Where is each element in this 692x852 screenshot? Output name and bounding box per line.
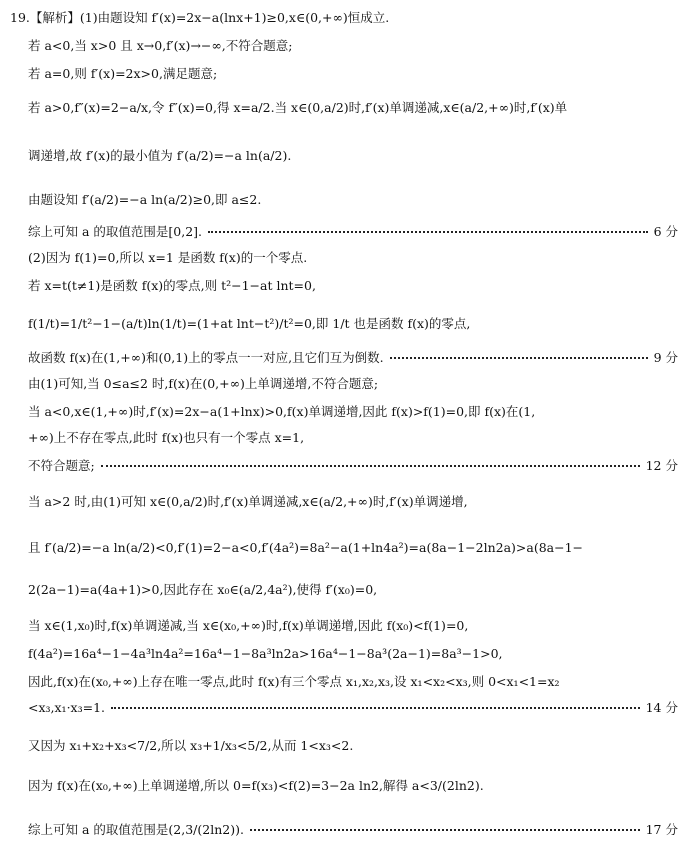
solution-line: (2)因为 f(1)=0,所以 x=1 是函数 f(x)的一个零点. [28, 250, 308, 265]
score-line [28, 700, 678, 715]
solution-line: f(1/t)=1/t²−1−(a/t)ln(1/t)=(1+at lnt−t²)/t²=0,即 1/t 也是函数 f(x)的零点, [28, 316, 471, 331]
solution-line: +∞)上不存在零点,此时 f(x)也只有一个零点 x=1, [28, 430, 305, 445]
score-line [28, 822, 678, 837]
score-points: 17 分 [645, 822, 678, 837]
score-points: 14 分 [645, 700, 678, 715]
score-points: 6 分 [653, 224, 678, 239]
solution-line: 因此,f(x)在(x₀,+∞)上存在唯一零点,此时 f(x)有三个零点 x₁,x₂,x₃,设 x₁<x₂<x₃,则 0<x₁<1=x₂ [28, 674, 560, 689]
solution-line: 若 a>0,f″(x)=2−a/x,令 f″(x)=0,得 x=a/2.当 x∈(0,a/2)时,f′(x)单调递减,x∈(a/2,+∞)时,f′(x)单 [28, 100, 568, 115]
score-line [28, 458, 678, 473]
score-line [28, 350, 678, 365]
dotted-leader [101, 465, 640, 467]
dotted-leader [208, 231, 648, 233]
solution-line-text: 综上可知 a 的取值范围是[0,2]. [28, 224, 203, 239]
solution-line-text: 综上可知 a 的取值范围是(2,3/(2ln2)). [28, 822, 244, 837]
solution-line: f(4a²)=16a⁴−1−4a³ln4a²=16a⁴−1−8a³ln2a>16a⁴−1−8a³(2a−1)=8a³−1>0, [28, 646, 503, 661]
dotted-leader [390, 357, 648, 359]
solution-line: 当 a<0,x∈(1,+∞)时,f′(x)=2x−a(1+lnx)>0,f(x)单调递增,因此 f(x)>f(1)=0,即 f(x)在(1, [28, 404, 536, 419]
solution-line: 19.【解析】(1)由题设知 f′(x)=2x−a(lnx+1)≥0,x∈(0,+∞)恒成立. [10, 10, 390, 25]
solution-line-text: 故函数 f(x)在(1,+∞)和(0,1)上的零点一一对应,且它们互为倒数. [28, 350, 384, 365]
solution-line: 因为 f(x)在(x₀,+∞)上单调递增,所以 0=f(x₃)<f(2)=3−2a ln2,解得 a<3/(2ln2). [28, 778, 484, 793]
solution-line: 且 f′(a/2)=−a ln(a/2)<0,f′(1)=2−a<0,f′(4a²)=8a²−a(1+ln4a²)=a(8a−1−2ln2a)>a(8a−1− [28, 540, 584, 555]
score-points: 12 分 [645, 458, 678, 473]
solution-line: 调递增,故 f′(x)的最小值为 f′(a/2)=−a ln(a/2). [28, 148, 292, 163]
dotted-leader [111, 707, 640, 709]
solution-line-text: <x₃,x₁·x₃=1. [28, 700, 106, 715]
solution-line: 由题设知 f′(a/2)=−a ln(a/2)≥0,即 a≤2. [28, 192, 262, 207]
solution-line: 若 x=t(t≠1)是函数 f(x)的零点,则 t²−1−at lnt=0, [28, 278, 316, 293]
solution-line: 当 x∈(1,x₀)时,f(x)单调递减,当 x∈(x₀,+∞)时,f(x)单调递增,因此 f(x₀)<f(1)=0, [28, 618, 469, 633]
solution-line-text: 不符合题意; [28, 458, 95, 473]
solution-line: 若 a=0,则 f′(x)=2x>0,满足题意; [28, 66, 218, 81]
solution-line: 2(2a−1)=a(4a+1)>0,因此存在 x₀∈(a/2,4a²),使得 f′(x₀)=0, [28, 582, 378, 597]
solution-line: 又因为 x₁+x₂+x₃<7/2,所以 x₃+1/x₃<5/2,从而 1<x₃<2. [28, 738, 354, 753]
solution-line: 当 a>2 时,由(1)可知 x∈(0,a/2)时,f′(x)单调递减,x∈(a/2,+∞)时,f′(x)单调递增, [28, 494, 468, 509]
solution-line: 若 a<0,当 x>0 且 x→0,f′(x)→−∞,不符合题意; [28, 38, 293, 53]
score-line [28, 224, 678, 239]
dotted-leader [250, 829, 640, 831]
solution-line: 由(1)可知,当 0≤a≤2 时,f(x)在(0,+∞)上单调递增,不符合题意; [28, 376, 379, 391]
score-points: 9 分 [653, 350, 678, 365]
